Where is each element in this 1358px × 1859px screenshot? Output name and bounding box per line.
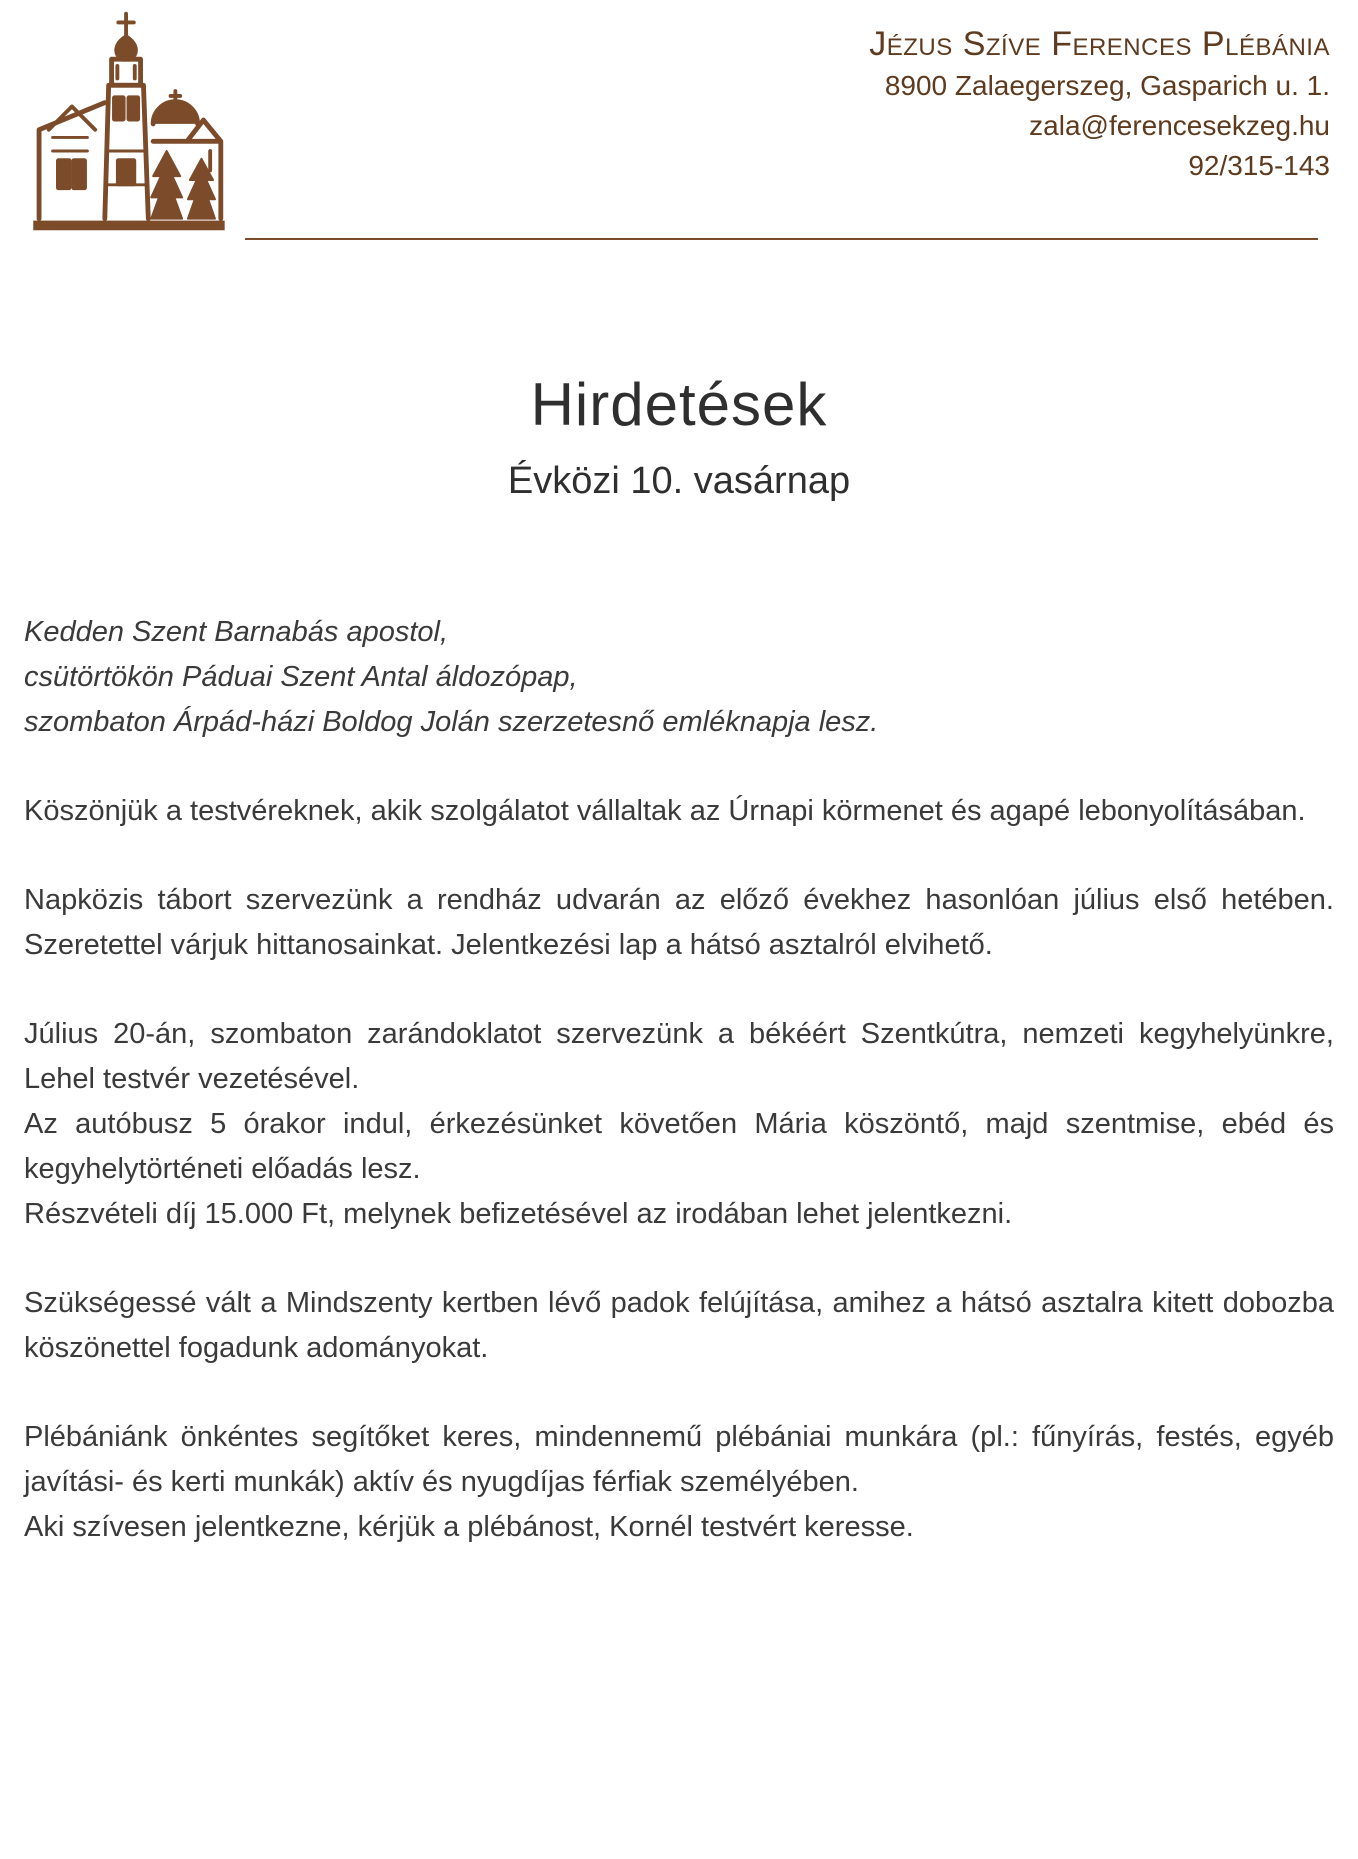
church-logo-icon <box>12 4 244 240</box>
paragraph-line: Az autóbusz 5 órakor indul, érkezésünket követően Mária köszöntő, majd szentmise, ebéd és kegyhelytörténeti előadás lesz. <box>24 1108 1334 1185</box>
title-block <box>0 370 1358 504</box>
phone-number: 92/315-143 <box>1188 150 1330 181</box>
paragraph-feast-days <box>24 610 1334 745</box>
paragraph-line: Köszönjük a testvéreknek, akik szolgálatot vállaltak az Úrnapi körmenet és agapé lebonyolításában. <box>24 795 1306 827</box>
email-address: zala@ferencesekzeg.hu <box>1029 110 1330 141</box>
header-divider <box>245 238 1318 240</box>
organization-name: Jézus Szíve Ferences Plébánia <box>869 25 1330 63</box>
announcements-body <box>24 610 1334 1550</box>
paragraph-line: Napközis tábort szervezünk a rendház udvarán az előző évekhez hasonlóan július első hetében. Szeretettel várjuk hittanosainkat. Jelentkezési lap a hátsó asztalról elvihető. <box>24 884 1334 961</box>
paragraph-line: Aki szívesen jelentkezne, kérjük a plébánost, Kornél testvért keresse. <box>24 1511 914 1543</box>
letterhead <box>0 0 1358 252</box>
paragraph-volunteers <box>24 1415 1334 1550</box>
paragraph-line: csütörtökön Páduai Szent Antal áldozópap, <box>24 661 578 693</box>
postal-address: 8900 Zalaegerszeg, Gasparich u. 1. <box>884 70 1330 101</box>
contact-block <box>869 22 1330 186</box>
paragraph-line: szombaton Árpád-házi Boldog Jolán szerzetesnő emléknapja lesz. <box>24 706 879 738</box>
page-title: Hirdetések <box>530 371 828 438</box>
page-subtitle: Évközi 10. vasárnap <box>507 460 851 502</box>
paragraph-line: Július 20-án, szombaton zarándoklatot szervezünk a békéért Szentkútra, nemzeti kegyhelyünkre, Lehel testvér vezetésével. <box>24 1018 1334 1095</box>
paragraph-line: Szükségessé vált a Mindszenty kertben lévő padok felújítása, amihez a hátsó asztalra kitett dobozba köszönettel fogadunk adományokat. <box>24 1287 1334 1364</box>
paragraph-thanks <box>24 789 1334 834</box>
paragraph-line: Kedden Szent Barnabás apostol, <box>24 616 449 648</box>
paragraph-line: Plébániánk önkéntes segítőket keres, mindennemű plébániai munkára (pl.: fűnyírás, festés, egyéb javítási- és kerti munkák) aktív és nyugdíjas férfiak személyében. <box>24 1421 1334 1498</box>
paragraph-day-camp <box>24 878 1334 968</box>
paragraph-bench-renovation <box>24 1281 1334 1371</box>
paragraph-line: Részvételi díj 15.000 Ft, melynek befizetésével az irodában lehet jelentkezni. <box>24 1198 1013 1230</box>
paragraph-pilgrimage <box>24 1012 1334 1237</box>
